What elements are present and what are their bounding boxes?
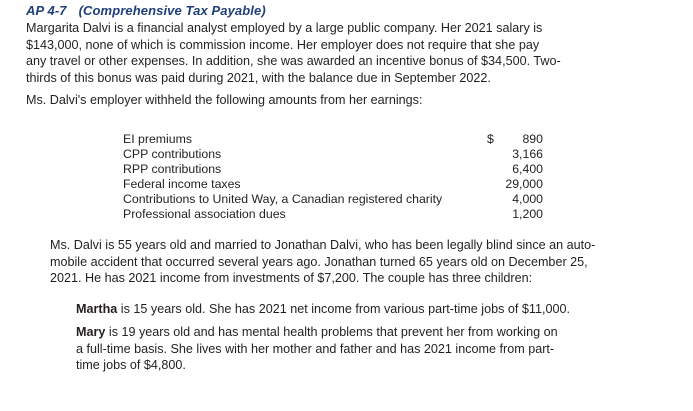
problem-heading	[26, 3, 266, 18]
table-row	[123, 162, 543, 177]
row-label: EI premiums	[123, 132, 193, 146]
row-label: RPP contributions	[123, 162, 222, 176]
row-value: 6,400	[512, 162, 543, 176]
intro-line: thirds of this bonus was paid during 2021, with the balance due in September 2022.	[26, 70, 491, 85]
table-row	[123, 192, 543, 207]
family-line: Ms. Dalvi is 55 years old and married to Jonathan Dalvi, who has been legally blind since an auto-	[50, 238, 596, 252]
table-row	[123, 132, 543, 147]
family-paragraph	[50, 237, 595, 287]
child-line	[76, 324, 558, 341]
child-name: Mary	[76, 325, 106, 339]
row-value: 890	[522, 132, 543, 146]
currency-symbol: $	[487, 132, 494, 146]
intro-paragraph	[26, 20, 561, 86]
withholding-intro: Ms. Dalvi's employer withheld the following amounts from her earnings:	[26, 93, 423, 107]
row-value: 1,200	[512, 207, 543, 221]
problem-code: AP 4-7	[26, 3, 67, 18]
withholdings-table	[123, 132, 543, 222]
row-label: Contributions to United Way, a Canadian registered charity	[123, 192, 443, 206]
intro-line: any travel or other expenses. In addition, she was awarded an incentive bonus of $34,500. Two-	[26, 54, 561, 68]
table-row	[123, 177, 543, 192]
row-value: 4,000	[512, 192, 543, 206]
family-line: mobile accident that occurred several years ago. Jonathan turned 65 years old on December 25,	[50, 254, 588, 269]
child-mary	[76, 324, 558, 374]
row-label: CPP contributions	[123, 147, 222, 161]
table-row	[123, 207, 543, 222]
row-label: Professional association dues	[123, 207, 286, 221]
child-text: is 15 years old. She has 2021 net income from various part-time jobs of $11,000.	[117, 302, 570, 316]
child-text: is 19 years old and has mental health problems that prevent her from working on	[105, 325, 558, 339]
child-line: a full-time basis. She lives with her mother and father and has 2021 income from part-	[76, 341, 555, 356]
child-martha	[76, 301, 570, 318]
child-line: time jobs of $4,800.	[76, 358, 186, 372]
problem-title: (Comprehensive Tax Payable)	[78, 3, 266, 18]
intro-line: Margarita Dalvi is a financial analyst employed by a large public company. Her 2021 salary is	[26, 21, 543, 35]
row-value: 29,000	[505, 177, 543, 191]
intro-line: $143,000, none of which is commission income. Her employer does not require that she pay	[26, 37, 540, 52]
family-line: 2021. He has 2021 income from investments of $7,200. The couple has three children:	[50, 271, 533, 285]
table-row	[123, 147, 543, 162]
child-line	[76, 301, 570, 318]
row-label: Federal income taxes	[123, 177, 241, 191]
row-value: 3,166	[512, 147, 543, 161]
child-name: Martha	[76, 302, 118, 316]
